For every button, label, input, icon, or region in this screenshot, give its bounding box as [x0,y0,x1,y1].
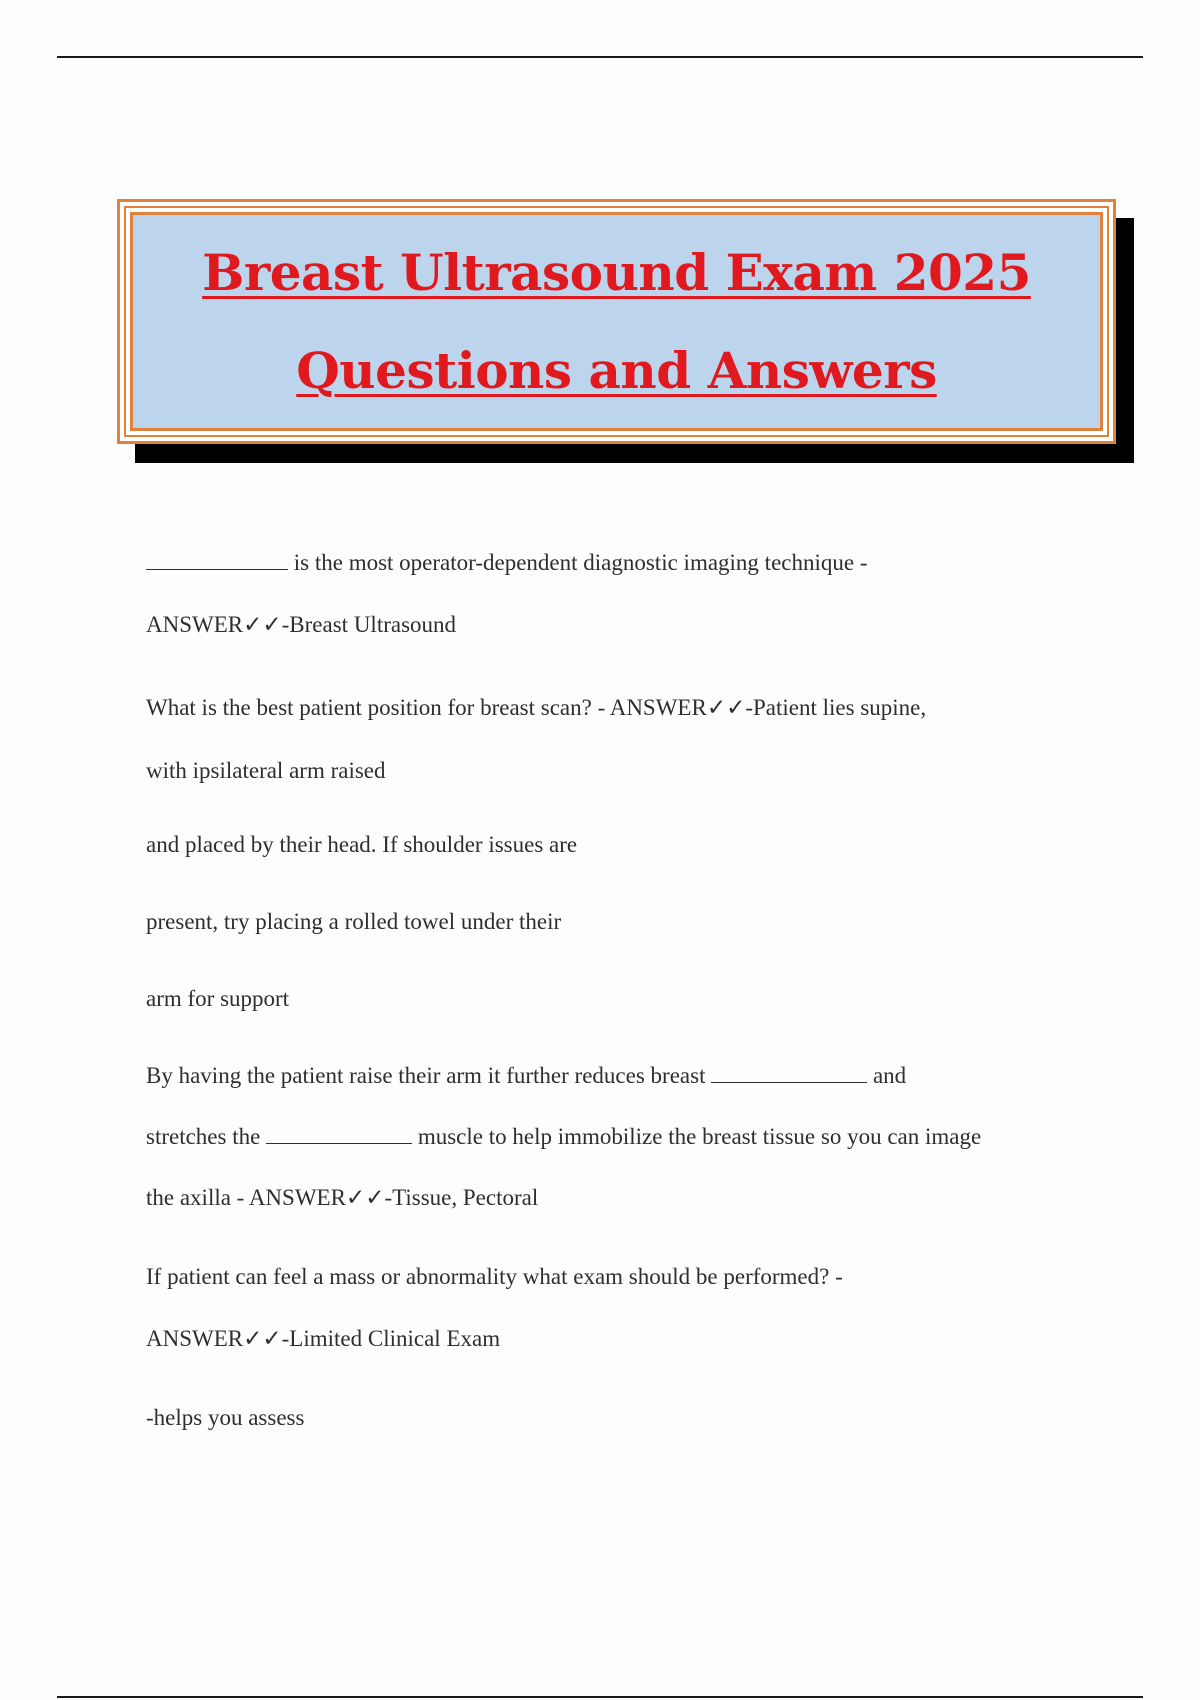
title-box [117,199,1116,444]
question-2-line-2: with ipsilateral arm raised [146,758,386,783]
question-3 [146,1063,906,1089]
title-frame [124,206,1109,437]
question-3-line-2-text-a: stretches the [146,1124,267,1149]
fill-in-blank [146,551,288,570]
fill-in-blank [711,1064,867,1083]
answer-1: ANSWER✓✓-Breast Ultrasound [146,612,457,637]
question-3-line-2-text-b: muscle to help immobilize the breast tissue so you can image [412,1124,982,1149]
question-3-text-b: and [867,1063,907,1088]
header-rule [57,56,1143,58]
question-2: What is the best patient position for breast scan? - ANSWER✓✓-Patient lies supine, [146,695,927,720]
fill-in-blank [266,1125,412,1144]
question-2-line-4: present, try placing a rolled towel under their [146,909,562,934]
question-1 [146,550,868,576]
answer-3: the axilla - ANSWER✓✓-Tissue, Pectoral [146,1185,539,1210]
question-4: If patient can feel a mass or abnormality what exam should be performed? - [146,1264,843,1289]
question-1-text: is the most operator-dependent diagnostic imaging technique - [288,550,868,575]
answer-4-note: -helps you assess [146,1405,305,1430]
question-2-line-3: and placed by their head. If shoulder issues are [146,832,578,857]
title-panel [130,212,1103,431]
question-3-line-2 [146,1124,981,1150]
document-title-line-2: Questions and Answers [296,340,937,400]
document-title-line-1: Breast Ultrasound Exam 2025 [202,242,1031,302]
answer-4: ANSWER✓✓-Limited Clinical Exam [146,1326,501,1351]
question-2-line-5: arm for support [146,986,290,1011]
footer-rule [57,1696,1143,1698]
question-3-text-a: By having the patient raise their arm it further reduces breast [146,1063,712,1088]
